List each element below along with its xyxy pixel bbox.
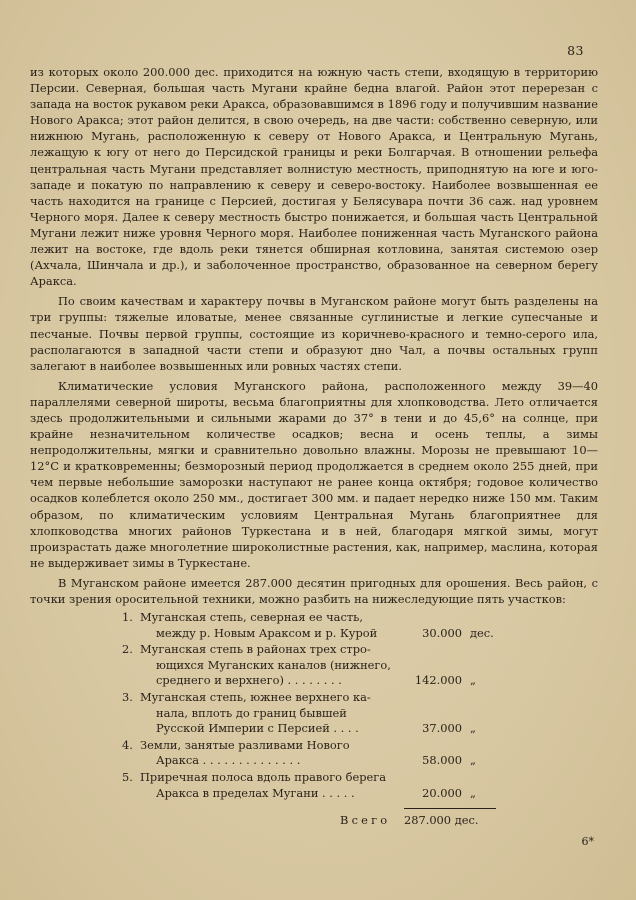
paragraph-4: В Муганском районе имеется 287.000 десятин пригодных для орошения. Весь район, с точки зрения оросительной техники, можно разбить на нижеследующие пять участков:: [30, 575, 598, 606]
land-area-item: [122, 770, 504, 801]
land-area-item: [122, 610, 504, 641]
total-rule: [404, 808, 496, 809]
land-area-description: [140, 690, 504, 737]
land-area-line: [140, 658, 504, 674]
land-area-line-text: Аракса . . . . . . . . . . . . . .: [156, 753, 301, 768]
land-area-unit: „: [470, 673, 476, 688]
land-area-line-text: Муганская степь, южнее верхнего ка-: [140, 689, 371, 704]
land-area-line: [140, 706, 504, 722]
land-area-line-text: нала, вплоть до границ бывшей: [156, 705, 347, 720]
land-area-description: [140, 738, 504, 769]
page-signature: 6*: [581, 835, 594, 848]
land-area-number: 5.: [122, 769, 133, 784]
paragraph-1: из которых около 200.000 дес. приходится на южную часть степи, входящую в территорию Персии. Северная, большая часть Мугани крайне бедна влагой. Район этот перерезан с запада на восток рукавом реки Аракса, образовавшимся в 1896 году и получившим название Нового Аракса; этот район делится, в свою очередь, на две части: собственно северную, или нижнюю Мугань, расположенную к северу от Нового Аракса, и Центральную Мугань, лежащую к югу от него до Персидской границы и реки Болгарчая. В отношении рельефа центральная часть Мугани представляет волнистую местность, приподнятую на юге и юго-западе и покатую по направлению к северу и северо-востоку. Наиболее возвышенная ее часть находится на границе с Персией, достигая у Белясувара почти 36 саж. над уровнем Черного моря. Далее к северу местность быстро понижается, и большая часть Центральной Мугани лежит ниже уровня Черного моря. Наиболее пониженная часть Муганского района лежит на востоке, где вдоль реки тянется обширная котловина, занятая системою озер (Ахчала, Шинчала и др.), и заболоченное пространство, образованное на северном берегу Аракса.: [30, 65, 598, 289]
land-area-line-text: Приречная полоса вдоль правого берега: [140, 769, 387, 784]
land-area-line-text: между р. Новым Араксом и р. Курой: [156, 625, 378, 640]
land-area-table: [122, 610, 504, 802]
land-area-line: [140, 721, 504, 737]
land-area-line: [140, 738, 504, 754]
land-area-line: [140, 673, 504, 689]
land-area-line-text: Русской Империи с Персией . . . .: [156, 721, 359, 736]
land-area-line: [140, 610, 504, 626]
land-area-value: 20.000: [422, 785, 462, 800]
land-area-line-text: среднего и верхнего) . . . . . . . .: [156, 673, 342, 688]
land-area-number: 4.: [122, 737, 133, 752]
land-area-value: 37.000: [422, 721, 462, 736]
land-area-unit: „: [470, 721, 476, 736]
land-area-description: [140, 770, 504, 801]
land-area-line: [140, 626, 504, 642]
land-area-number: 3.: [122, 689, 133, 704]
land-area-line-text: Аракса в пределах Мугани . . . . .: [156, 785, 355, 800]
land-area-line: [140, 690, 504, 706]
total-row: [340, 813, 478, 827]
land-area-unit: „: [470, 753, 476, 768]
body-text: [30, 64, 598, 611]
land-area-number: 2.: [122, 642, 133, 657]
total-label: Всего: [340, 813, 391, 827]
total-unit: дес.: [454, 813, 479, 827]
land-area-line-text: ющихся Муганских каналов (нижнего,: [156, 657, 391, 672]
land-area-line-text: Муганская степь, северная ее часть,: [140, 610, 363, 624]
land-area-description: [140, 642, 504, 689]
land-area-line: [140, 642, 504, 658]
land-area-item: [122, 690, 504, 737]
land-area-description: [140, 610, 504, 641]
land-area-number: 1.: [122, 610, 133, 624]
land-area-line: [140, 770, 504, 786]
land-area-item: [122, 738, 504, 769]
land-area-line-text: Земли, занятые разливами Нового: [140, 737, 350, 752]
land-area-item: [122, 642, 504, 689]
page-number: 83: [567, 43, 584, 58]
land-area-line: [140, 786, 504, 802]
paragraph-2: По своим качествам и характеру почвы в Муганском районе могут быть разделены на три группы: тяжелые иловатые, менее связанные суглинистые и легкие супесчаные и песчаные. Почвы первой группы, состоящие из коричнево-красного и темно-серого ила, располагаются в западной части степи и образуют дно Чал, а почвы остальных групп залегают в наиболее возвышенных или ровных частях степи.: [30, 294, 598, 373]
paragraph-3: Климатические условия Муганского района, расположенного между 39—40 параллелями северной широты, весьма благоприятны для хлопководства. Лето отличается здесь продолжительными и сильными жарами до 37° в тени и до 45,6° на солнце, при крайне незначительном количестве осадков; весна и осень теплы, а зимы непродолжительны, мягки и сравнительно довольно влажны. Морозы не превышают 10—12°С и кратковременны; безморозный период продолжается в среднем около 255 дней, при чем первые небольшие заморозки наступают не ранее конца октября; годовое количество осадков колеблется около 250 мм., достигает 300 мм. и падает нередко ниже 150 мм. Таким образом, по климатическим условиям Центральная Мугань благоприятнее для хлопководства многих районов Туркестана и в ней, благодаря мягкой зимы, могут произрастать даже многолетние широколистные растения, как, например, маслина, которая не выдерживает зимы в Туркестане.: [30, 378, 598, 570]
land-area-value: 142.000: [414, 673, 462, 688]
land-area-unit: дес.: [470, 625, 494, 640]
land-area-value: 58.000: [422, 753, 462, 768]
land-area-unit: „: [470, 785, 476, 800]
land-area-line: [140, 753, 504, 769]
land-area-line-text: Муганская степь в районах трех стро-: [140, 642, 371, 657]
total-value: 287.000: [403, 813, 452, 827]
land-area-value: 30.000: [422, 625, 462, 640]
